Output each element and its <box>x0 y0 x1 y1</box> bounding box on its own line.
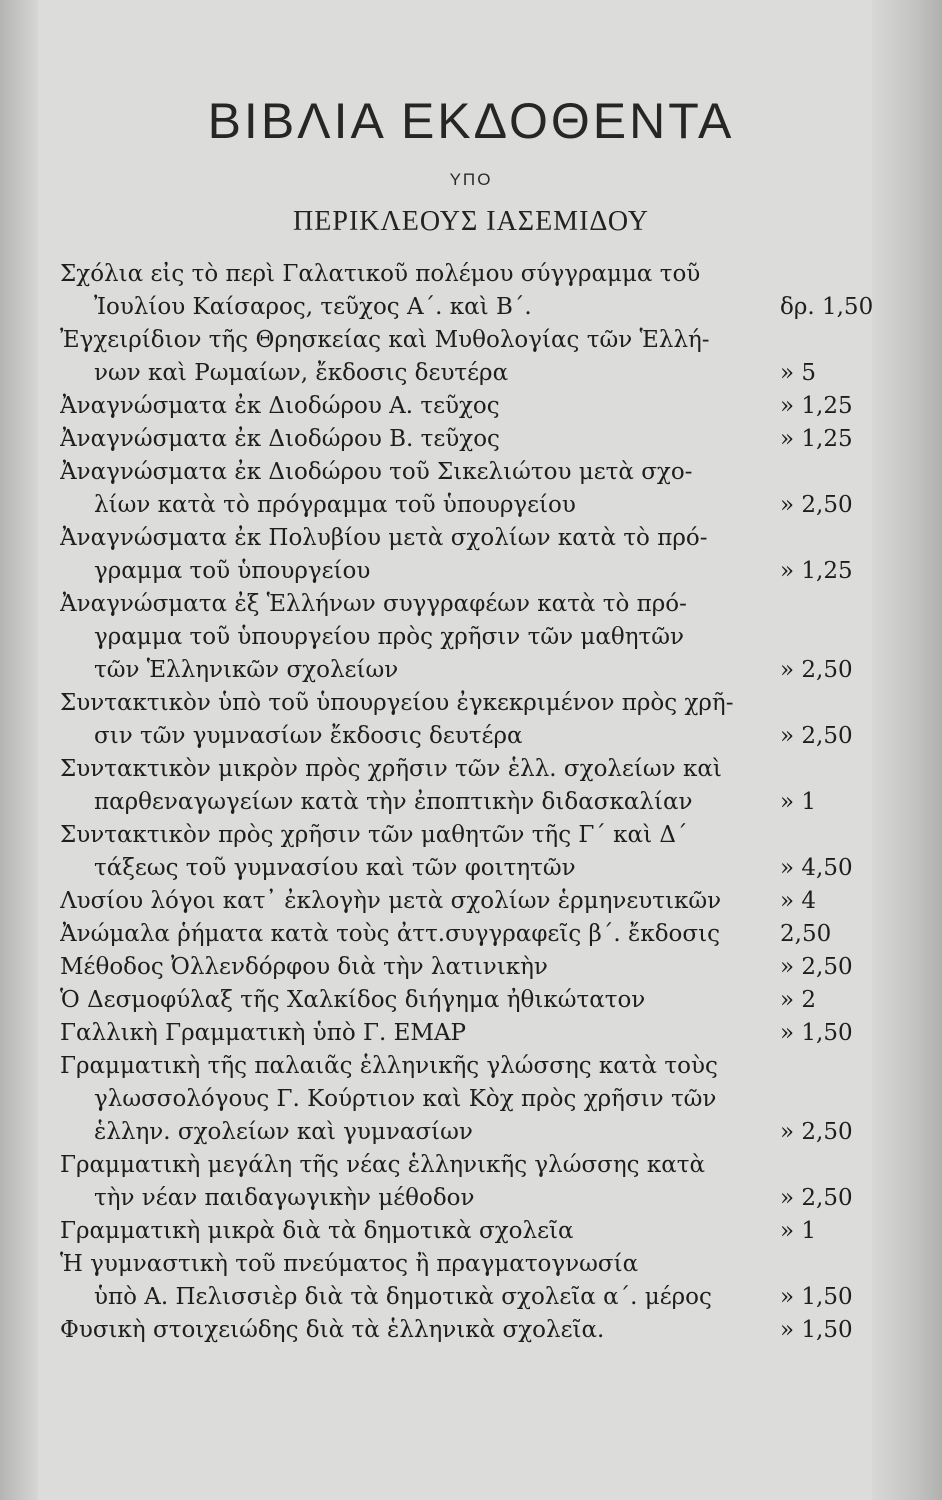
book-entry-line: παρθεναγωγείων κατὰ τὴν ἐποπτικὴν διδασκαλίαν <box>94 789 693 815</box>
book-entry-line: τῶν Ἑλληνικῶν σχολείων <box>94 657 399 683</box>
book-entry-line: Γραμματικὴ μεγάλη τῆς νέας ἑλληνικῆς γλώσσης κατὰ <box>60 1152 706 1178</box>
book-entry <box>60 1314 890 1347</box>
book-price: » 1 <box>780 1218 817 1244</box>
book-entry-line: τάξεως τοῦ γυμνασίου καὶ τῶν φοιτητῶν <box>94 855 576 881</box>
book-entry <box>60 456 890 522</box>
book-entry-line: Ἀναγνώσματα ἐκ Διοδώρου Β. τεῦχος <box>60 426 500 452</box>
book-entry <box>60 1149 890 1215</box>
book-entry-line: Φυσικὴ στοιχειώδης διὰ τὰ ἑλληνικὰ σχολεῖα. <box>60 1317 605 1343</box>
book-price: » 1,25 <box>780 558 853 584</box>
book-entry-line: γραμμα τοῦ ὑπουργείου <box>94 558 371 584</box>
author-name: ΠΕΡΙΚΛΕΟΥΣ ΙΑΣΕΜΙΔΟΥ <box>293 206 649 237</box>
book-entry-line: Συντακτικὸν μικρὸν πρὸς χρῆσιν τῶν ἑλλ. σχολείων καὶ <box>60 756 722 782</box>
book-entry-line: Σχόλια εἰς τὸ περὶ Γαλατικοῦ πολέμου σύγγραμμα τοῦ <box>60 261 701 287</box>
book-entry-line: Μέθοδος Ὀλλενδόρφου διὰ τὴν λατινικὴν <box>60 954 548 980</box>
book-entry <box>60 588 890 687</box>
book-entry-line: Ἀναγνώσματα ἐκ Πολυβίου μετὰ σχολίων κατὰ τὸ πρό- <box>60 525 708 551</box>
book-price: » 2 <box>780 987 817 1013</box>
page-title: ΒΙΒΛΙΑ ΕΚΔΟΘΕΝΤΑ <box>207 93 735 149</box>
book-entry-line: γλωσσολόγους Γ. Κούρτιον καὶ Κὸχ πρὸς χρῆσιν τῶν <box>94 1086 717 1112</box>
book-price: δρ. 1,50 <box>780 294 874 320</box>
book-price: 2,50 <box>780 921 832 947</box>
book-entry-line: Ἀναγνώσματα ἐκ Διοδώρου Α. τεῦχος <box>60 393 500 419</box>
book-entry-line: τὴν νέαν παιδαγωγικὴν μέθοδον <box>94 1185 475 1211</box>
book-entry <box>60 885 890 918</box>
book-entry <box>60 687 890 753</box>
book-price: » 1 <box>780 789 817 815</box>
book-entry <box>60 951 890 984</box>
book-entry-line: Ἰουλίου Καίσαρος, τεῦχος Α΄. καὶ Β΄. <box>94 294 532 320</box>
book-entry-line: Συντακτικὸν ὑπὸ τοῦ ὑπουργείου ἐγκεκριμένον πρὸς χρῆ- <box>60 690 734 716</box>
book-entry-line: Ἀνώμαλα ῥήματα κατὰ τοὺς ἀττ.συγγραφεῖς β΄. ἔκδοσις <box>60 921 720 947</box>
book-price: » 2,50 <box>780 1119 853 1145</box>
book-entry <box>60 258 890 324</box>
book-entry <box>60 1050 890 1149</box>
book-list <box>60 258 890 1347</box>
book-price: » 2,50 <box>780 657 853 683</box>
book-entry-line: Γαλλικὴ Γραμματικὴ ὑπὸ Γ. ΕΜΑΡ <box>60 1020 467 1046</box>
page-subtitle: ΥΠΟ <box>449 170 493 189</box>
book-entry-line: νων καὶ Ρωμαίων, ἔκδοσις δευτέρα <box>94 360 509 386</box>
book-entry-line: Ὁ Δεσμοφύλαξ τῆς Χαλκίδος διήγημα ἠθικώτατον <box>60 987 646 1013</box>
book-price: » 1,25 <box>780 393 853 419</box>
book-price: » 1,25 <box>780 426 853 452</box>
book-entry <box>60 1215 890 1248</box>
book-price: » 1,50 <box>780 1020 853 1046</box>
book-entry-line: Ἀναγνώσματα ἐξ Ἑλλήνων συγγραφέων κατὰ τὸ πρό- <box>60 591 687 617</box>
book-entry-line: ἑλλην. σχολείων καὶ γυμνασίων <box>94 1119 473 1145</box>
book-price: » 1,50 <box>780 1284 853 1310</box>
book-price: » 1,50 <box>780 1317 853 1343</box>
book-price: » 4,50 <box>780 855 853 881</box>
book-entry <box>60 984 890 1017</box>
book-entry-line: Γραμματικὴ μικρὰ διὰ τὰ δημοτικὰ σχολεῖα <box>60 1218 574 1244</box>
book-entry-line: Συντακτικὸν πρὸς χρῆσιν τῶν μαθητῶν τῆς Γ΄ καὶ Δ΄ <box>60 822 688 848</box>
book-entry <box>60 819 890 885</box>
book-price: » 2,50 <box>780 492 853 518</box>
book-entry-line: λίων κατὰ τὸ πρόγραμμα τοῦ ὑπουργείου <box>94 492 576 518</box>
book-entry <box>60 1017 890 1050</box>
book-entry <box>60 324 890 390</box>
book-entry-line: Ἡ γυμναστικὴ τοῦ πνεύματος ἢ πραγματογνωσία <box>60 1251 639 1277</box>
book-price: » 2,50 <box>780 723 853 749</box>
book-entry-line: Ἀναγνώσματα ἐκ Διοδώρου τοῦ Σικελιώτου μετὰ σχο- <box>60 459 693 485</box>
book-price: » 2,50 <box>780 954 853 980</box>
book-entry <box>60 1248 890 1314</box>
book-entry-line: Γραμματικὴ τῆς παλαιᾶς ἑλληνικῆς γλώσσης κατὰ τοὺς <box>60 1053 718 1079</box>
book-entry <box>60 753 890 819</box>
book-price: » 2,50 <box>780 1185 853 1211</box>
book-entry <box>60 390 890 423</box>
book-price: » 4 <box>780 888 817 914</box>
book-price: » 5 <box>780 360 817 386</box>
book-entry <box>60 918 890 951</box>
book-entry-line: γραμμα τοῦ ὑπουργείου πρὸς χρῆσιν τῶν μαθητῶν <box>94 624 684 650</box>
book-entry <box>60 522 890 588</box>
book-entry-line: Ἐγχειρίδιον τῆς Θρησκείας καὶ Μυθολογίας τῶν Ἑλλή- <box>60 327 710 353</box>
book-entry <box>60 423 890 456</box>
book-entry-line: σιν τῶν γυμνασίων ἔκδοσις δευτέρα <box>94 723 523 749</box>
book-entry-line: Λυσίου λόγοι κατ᾽ ἐκλογὴν μετὰ σχολίων ἑρμηνευτικῶν <box>60 888 722 914</box>
book-entry-line: ὑπὸ Α. Πελισσιὲρ διὰ τὰ δημοτικὰ σχολεῖα α΄. μέρος <box>94 1284 712 1310</box>
